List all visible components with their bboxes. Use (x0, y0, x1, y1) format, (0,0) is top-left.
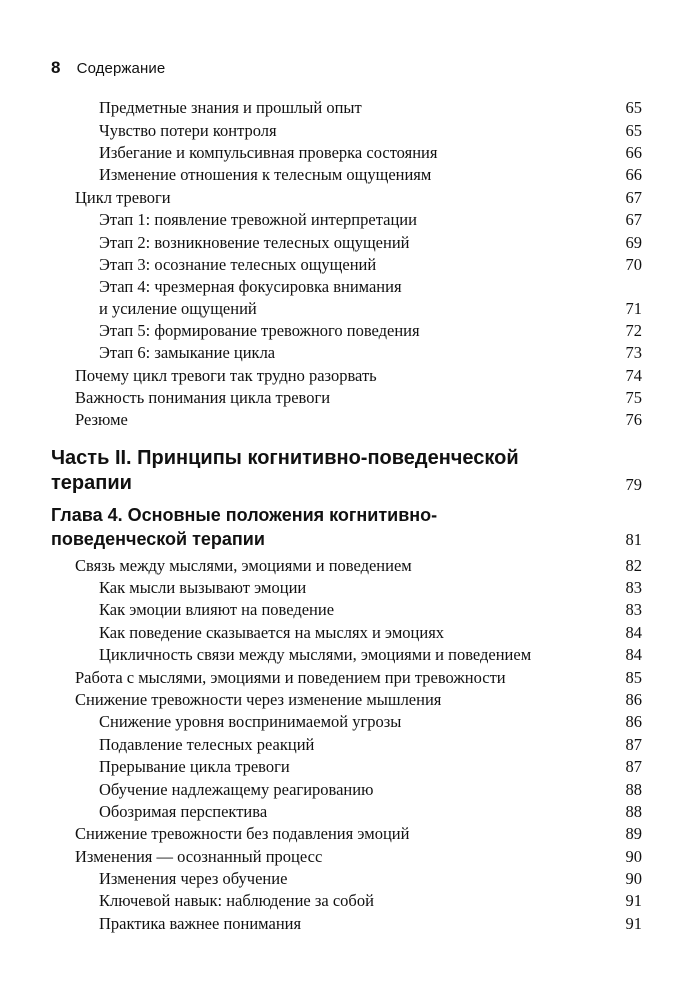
toc-entry-title: Как мысли вызывают эмоции (99, 578, 307, 597)
toc-entry-page: 91 (625, 891, 642, 910)
toc-entry-title: Снижение уровня воспринимаемой угрозы (99, 712, 402, 731)
toc-entry-title: Изменения — осознанный процесс (75, 847, 323, 866)
toc-entry-title: Резюме (75, 410, 128, 429)
chapter-page: 81 (625, 530, 642, 549)
toc-entry-page: 83 (625, 578, 642, 597)
toc-entry-page: 90 (625, 869, 642, 888)
toc-entry-title: Работа с мыслями, эмоциями и поведением при тревожности (75, 668, 506, 687)
toc-entry-page: 72 (625, 321, 642, 340)
toc-entry-page: 65 (625, 121, 642, 140)
toc-entry-title: Предметные знания и прошлый опыт (99, 98, 362, 117)
toc-entry-title: Ключевой навык: наблюдение за собой (99, 891, 374, 910)
toc-entry-page: 84 (625, 623, 642, 642)
toc-entry-page: 90 (625, 847, 642, 866)
toc-entry-page: 65 (625, 98, 642, 117)
toc-entry-page: 83 (625, 600, 642, 619)
toc-entry-title-line2: и усиление ощущений (99, 299, 257, 318)
toc-entry-title: Как эмоции влияют на поведение (99, 600, 335, 619)
toc-entry-page: 70 (625, 255, 642, 274)
toc-entry-page: 75 (625, 388, 642, 407)
toc-entry-page: 67 (625, 210, 642, 229)
toc-entry-title: Как поведение сказывается на мыслях и эмоциях (99, 623, 445, 642)
toc-entry-title: Важность понимания цикла тревоги (75, 388, 331, 407)
toc-entry-title: Цикличность связи между мыслями, эмоциями и поведением (99, 645, 532, 664)
running-header-title: Содержание (76, 60, 166, 77)
toc-entry-page: 86 (625, 690, 642, 709)
toc-entry-page: 74 (625, 366, 642, 385)
toc-entry-title-line1: Этап 4: чрезмерная фокусировка внимания (99, 277, 402, 296)
toc-entry-title: Изменение отношения к телесным ощущениям (99, 165, 432, 184)
toc-entry-title: Подавление телесных реакций (99, 735, 315, 754)
toc-entry-page: 73 (625, 343, 642, 362)
toc-entry-page: 76 (625, 410, 642, 429)
toc-entry-page: 91 (625, 914, 642, 933)
toc-entry-title: Этап 2: возникновение телесных ощущений (99, 233, 410, 252)
toc-entry-page: 88 (625, 802, 642, 821)
toc-entry-title: Этап 6: замыкание цикла (99, 343, 276, 362)
part-title-line2: терапии (51, 472, 132, 494)
part-title-line1: Часть II. Принципы когнитивно-поведенческой (51, 447, 519, 469)
toc-entry-title: Связь между мыслями, эмоциями и поведением (75, 556, 412, 575)
toc-entry-title: Этап 5: формирование тревожного поведения (99, 321, 420, 340)
toc-entry-page: 87 (625, 757, 642, 776)
toc-entry-title: Изменения через обучение (99, 869, 288, 888)
toc-entry-title: Практика важнее понимания (99, 914, 302, 933)
chapter-title-line1: Глава 4. Основные положения когнитивно- (51, 505, 438, 525)
toc-entry-title: Этап 3: осознание телесных ощущений (99, 255, 377, 274)
page-number: 8 (51, 58, 61, 77)
toc-entry-page: 82 (625, 556, 642, 575)
toc-entry-page: 85 (625, 668, 642, 687)
toc-entry-title: Обозримая перспектива (99, 802, 268, 821)
toc-entry-page: 66 (625, 165, 642, 184)
toc-entry-title: Чувство потери контроля (99, 121, 277, 140)
toc-entry-title: Прерывание цикла тревоги (99, 757, 290, 776)
toc-entry-page: 66 (625, 143, 642, 162)
toc-entry-page: 88 (625, 780, 642, 799)
toc-entry-page: 87 (625, 735, 642, 754)
toc-entry-title: Почему цикл тревоги так трудно разорвать (75, 366, 377, 385)
toc-entry-title: Избегание и компульсивная проверка состояния (99, 143, 438, 162)
toc-entry-title: Снижение тревожности через изменение мышления (75, 690, 442, 709)
toc-entry-page: 69 (625, 233, 642, 252)
toc-entry-page: 86 (625, 712, 642, 731)
chapter-title-line2: поведенческой терапии (51, 529, 265, 549)
toc-entry-title: Этап 1: появление тревожной интерпретации (99, 210, 417, 229)
toc-entry-page: 71 (625, 299, 642, 318)
toc-entry-page: 67 (625, 188, 642, 207)
toc-entry-title: Цикл тревоги (75, 188, 171, 207)
toc-entry-title: Снижение тревожности без подавления эмоций (75, 824, 410, 843)
toc-entry-title: Обучение надлежащему реагированию (99, 780, 374, 799)
toc-entry-page: 84 (625, 645, 642, 664)
part-page: 79 (625, 475, 642, 494)
toc-entry-page: 89 (625, 824, 642, 843)
